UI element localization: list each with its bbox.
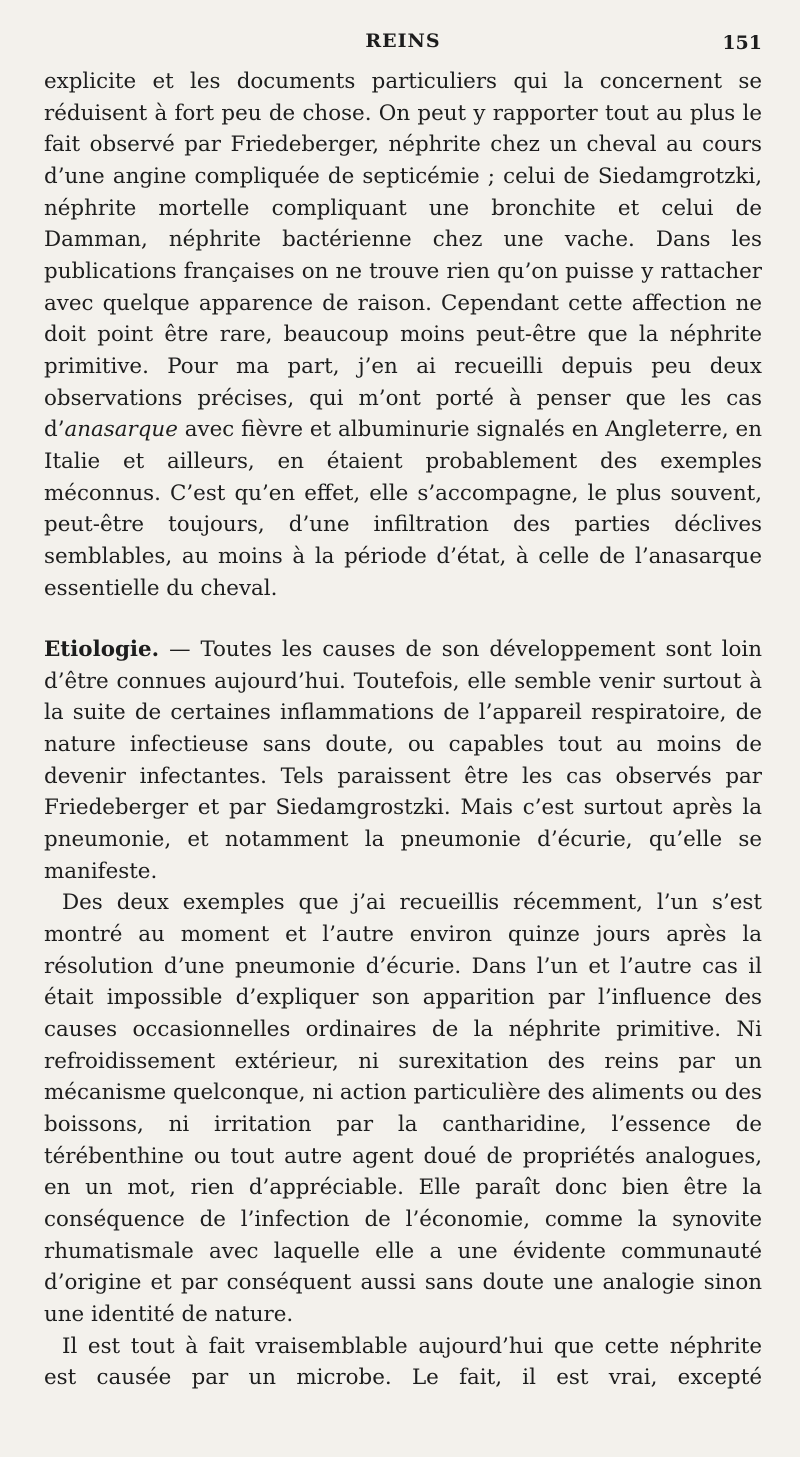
- paragraph-etiologie: [44, 634, 762, 887]
- page-number: 151: [722, 32, 762, 54]
- section-heading-etiologie: Etiologie.: [44, 637, 160, 663]
- paragraph-1-text: explicite et les documents particuliers qui la concernent se réduisent à fort peu de chose. On peut y rapporter tout au plus le fait observé par Friedeberger, néphrite chez un cheval au cours d’une angine compliquée de septicémie ; celui de Siedamgrotzki, néphrite mortelle compliquant une bronchite et celui de Damman, néphrite bactérienne chez une vache. Dans les publications françaises on ne trouve rien qu’on puisse y rattacher avec quelque apparence de raison. Cependant cette affection ne doit point être rare, beaucoup moins peut-être que la néphrite primitive. Pour ma part, j’en ai recueilli depuis peu deux observations précises, qui m’ont porté à penser que les cas d’: [44, 69, 762, 443]
- body-text: [44, 66, 762, 1394]
- paragraph-etiologie-text: — Toutes les causes de son développement sont loin d’être connues aujourd’hui. Toutefois, elle semble venir surtout à la suite de certaines inflammations de l’appareil respiratoire, de nature infectieuse sans doute, ou capables tout au moins de devenir infectantes. Tels paraissent être les cas observés par Friedeberger et par Siedamgrostzki. Mais c’est surtout après la pneumonie, et notamment la pneumonie d’écurie, qu’elle se manifeste.: [44, 637, 762, 884]
- paragraph-3: Des deux exemples que j’ai recueillis récemment, l’un s’est montré au moment et l’autre environ quinze jours après la résolution d’une pneumonie d’écurie. Dans l’un et l’autre cas il était impossible d’expliquer son apparition par l’influence des causes occasionnelles ordinaires de la néphrite primitive. Ni refroidissement extérieur, ni surexitation des reins par un mécanisme quelconque, ni action particulière des aliments ou des boissons, ni irritation par la cantharidine, l’essence de térébenthine ou tout autre agent doué de propriétés analogues, en un mot, rien d’appréciable. Elle paraît donc bien être la conséquence de l’infection de l’économie, comme la synovite rhumatismale avec laquelle elle a une évidente communauté d’origine et par conséquent aussi sans doute une analogie sinon une identité de nature.: [44, 890, 762, 1327]
- paragraph-1-italic: anasarque: [64, 417, 178, 443]
- running-header: [44, 30, 762, 56]
- paragraph-1-tail: avec fièvre et albuminurie signalés en Angleterre, en Italie et ailleurs, en étaient probablement des exemples méconnus. C’est qu’en effet, elle s’accompagne, le plus souvent, peut-être toujours, d’une infiltration des parties déclives semblables, au moins à la période d’état, à celle de l’anasarque essentielle du cheval.: [44, 417, 762, 601]
- paragraph-1: [44, 66, 762, 604]
- running-title: REINS: [365, 30, 441, 52]
- paragraph-4: Il est tout à fait vraisemblable aujourd’hui que cette néphrite est causée par un microbe. Le fait, il est vrai, excepté: [44, 1333, 762, 1391]
